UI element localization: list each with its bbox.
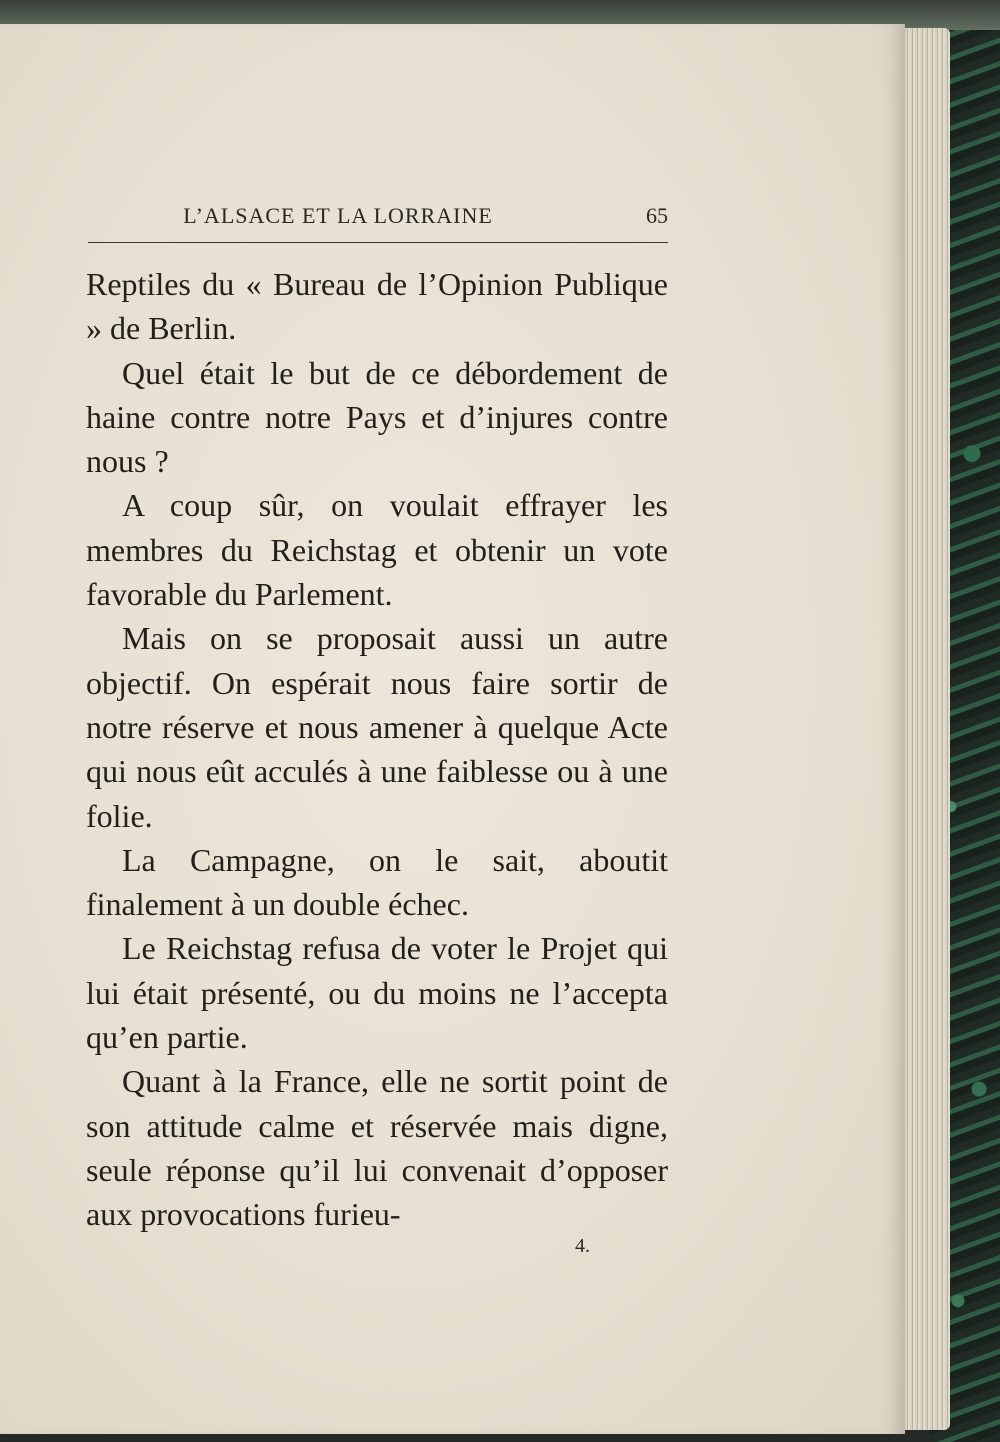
running-header bbox=[88, 200, 668, 232]
paragraph: La Campagne, on le sait, aboutit finalement à un double échec. bbox=[86, 841, 668, 923]
paragraph: Mais on se proposait aussi un autre objectif. On espérait nous faire sortir de notre réserve et nous amener à quelque Acte qui nous eût acculés à une faiblesse ou à une folie. bbox=[86, 620, 668, 834]
page-number: 65 bbox=[646, 203, 668, 228]
paragraph: Quel était le but de ce débordement de haine contre notre Pays et d’injures contre nous ? bbox=[86, 354, 668, 480]
paragraph: Le Reichstag refusa de voter le Projet qui lui était présenté, ou du moins ne l’accepta qu’en partie. bbox=[86, 930, 668, 1056]
paragraph-continued: Reptiles du « Bureau de l’Opinion Publique » de Berlin. bbox=[86, 266, 668, 347]
signature-mark: 4. bbox=[575, 1235, 590, 1257]
running-title: L’ALSACE ET LA LORRAINE bbox=[183, 203, 493, 228]
body-text bbox=[86, 262, 668, 1237]
paragraph: Quant à la France, elle ne sortit point de son attitude calme et réservée mais digne, seule réponse qu’il lui convenait d’opposer aux provocations furieu- bbox=[86, 1063, 668, 1233]
paragraph: A coup sûr, on voulait effrayer les membres du Reichstag et obtenir un vote favorable du Parlement. bbox=[86, 487, 668, 613]
header-rule bbox=[88, 242, 668, 243]
